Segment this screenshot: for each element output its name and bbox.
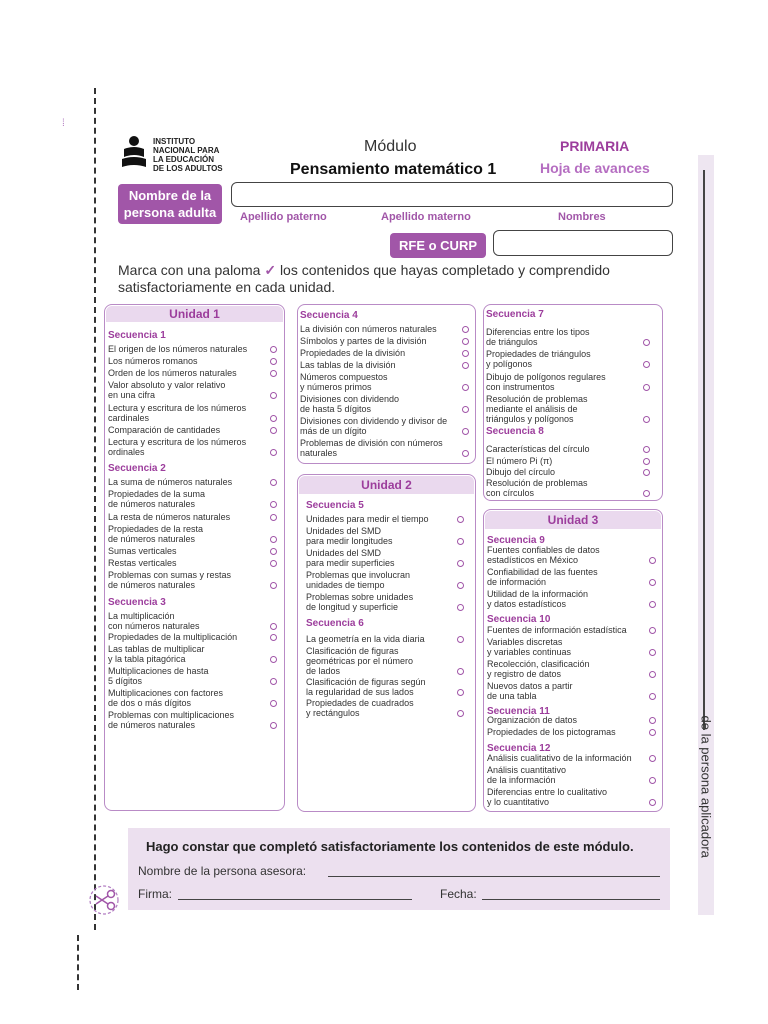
completion-checkbox[interactable] [643, 469, 650, 476]
completion-checkbox[interactable] [270, 582, 277, 589]
completion-checkbox[interactable] [270, 656, 277, 663]
checklist-item: Propiedades de la resta de números naturales [108, 524, 204, 544]
completion-checkbox[interactable] [270, 634, 277, 641]
checklist-item: La división con números naturales [300, 324, 437, 334]
completion-checkbox[interactable] [457, 604, 464, 611]
checklist-item: Organización de datos [487, 715, 578, 725]
signature-label: Firma: [138, 887, 172, 901]
adult-name-field[interactable] [231, 182, 673, 207]
paternal-surname-label: Apellido paterno [240, 211, 327, 223]
completion-checkbox[interactable] [457, 710, 464, 717]
completion-checkbox[interactable] [462, 406, 469, 413]
completion-checkbox[interactable] [643, 490, 650, 497]
checklist-item: Problemas sobre unidades de longitud y superficie [306, 592, 414, 612]
completion-checkbox[interactable] [462, 450, 469, 457]
completion-checkbox[interactable] [643, 446, 650, 453]
checklist-item: Clasificación de figuras geométricas por el número de lados [306, 646, 414, 676]
completion-checkbox[interactable] [270, 560, 277, 567]
secuencia4-title: Secuencia 4 [300, 310, 358, 321]
checklist-item: Propiedades de la suma de números naturales [108, 489, 206, 509]
completion-checkbox[interactable] [643, 458, 650, 465]
checklist-item: Unidades para medir el tiempo [306, 514, 429, 524]
level-label: PRIMARIA [560, 138, 630, 154]
completion-checkbox[interactable] [649, 579, 656, 586]
rfe-curp-tag: RFE o CURP [390, 233, 486, 258]
completion-checkbox[interactable] [270, 415, 277, 422]
completion-checkbox[interactable] [270, 536, 277, 543]
unidad1-title: Unidad 1 [106, 306, 283, 322]
completion-checkbox[interactable] [462, 362, 469, 369]
checklist-item: Sumas verticales [108, 546, 177, 556]
advisor-name-line[interactable] [328, 876, 660, 877]
completion-checkbox[interactable] [649, 601, 656, 608]
completion-checkbox[interactable] [270, 479, 277, 486]
completion-checkbox[interactable] [649, 671, 656, 678]
completion-checkbox[interactable] [270, 623, 277, 630]
completion-checkbox[interactable] [457, 538, 464, 545]
checklist-item: La resta de números naturales [108, 512, 231, 522]
completion-checkbox[interactable] [270, 700, 277, 707]
checkmark-icon: ✓ [264, 262, 277, 278]
completion-checkbox[interactable] [649, 717, 656, 724]
checklist-item: Propiedades de cuadrados y rectángulos [306, 698, 414, 718]
unidad3-secuencia9-title: Secuencia 9 [487, 535, 545, 546]
checklist-item: Números compuestos y números primos [300, 372, 388, 392]
checklist-item: Propiedades de triángulos y polígonos [486, 349, 591, 369]
completion-checkbox[interactable] [643, 416, 650, 423]
institute-name: INSTITUTO NACIONAL PARA LA EDUCACIÓN DE LOS ADULTOS [153, 137, 223, 173]
checklist-item: La multiplicación con números naturales [108, 611, 200, 631]
completion-checkbox[interactable] [462, 338, 469, 345]
checklist-item: Resolución de problemas con círculos [486, 478, 588, 498]
checklist-item: Problemas de división con números naturales [300, 438, 443, 458]
unidad3-secuencia10-title: Secuencia 10 [487, 614, 551, 625]
instructions: Marca con una paloma ✓ los contenidos que hayas completado y comprendido satisfactoriamente en cada unidad. [118, 262, 610, 295]
completion-checkbox[interactable] [270, 501, 277, 508]
checklist-item: Recolección, clasificación y registro de datos [487, 659, 590, 679]
checklist-item: Diferencias entre los tipos de triángulos [486, 327, 590, 347]
date-line[interactable] [482, 899, 660, 900]
checklist-item: Propiedades de los pictogramas [487, 727, 616, 737]
checklist-item: Problemas que involucran unidades de tiempo [306, 570, 411, 590]
checklist-item: Divisiones con dividendo de hasta 5 dígitos [300, 394, 400, 414]
signature-line[interactable] [178, 899, 412, 900]
unidad2-title: Unidad 2 [299, 476, 474, 494]
completion-checkbox[interactable] [643, 384, 650, 391]
checklist-item: Unidades del SMD para medir longitudes [306, 526, 393, 546]
completion-checkbox[interactable] [649, 755, 656, 762]
checklist-item: Comparación de cantidades [108, 425, 221, 435]
completion-checkbox[interactable] [649, 777, 656, 784]
completion-checkbox[interactable] [457, 689, 464, 696]
given-names-label: Nombres [558, 211, 606, 223]
unidad3-secuencia12-title: Secuencia 12 [487, 743, 551, 754]
inea-logo-icon [118, 135, 154, 171]
completion-checkbox[interactable] [457, 636, 464, 643]
advisor-name-label: Nombre de la persona asesora: [138, 864, 307, 878]
completion-checkbox[interactable] [649, 729, 656, 736]
fold-mark: ⁞ [62, 118, 65, 129]
checklist-item: Valor absoluto y valor relativo en una cifra [108, 380, 226, 400]
completion-checkbox[interactable] [270, 346, 277, 353]
completion-statement: Hago constar que completó satisfactoriamente los contenidos de este módulo. [146, 839, 634, 854]
completion-checkbox[interactable] [462, 326, 469, 333]
completion-checkbox[interactable] [457, 560, 464, 567]
completion-checkbox[interactable] [270, 370, 277, 377]
checklist-item: Problemas con sumas y restas de números naturales [108, 570, 232, 590]
completion-checkbox[interactable] [649, 649, 656, 656]
secuencia8-title: Secuencia 8 [486, 426, 544, 437]
checklist-item: Fuentes de información estadística [487, 625, 627, 635]
checklist-item: Fuentes confiables de datos estadísticos en México [487, 545, 600, 565]
module-title: Pensamiento matemático 1 [290, 161, 497, 178]
checklist-item: Propiedades de la división [300, 348, 406, 358]
checklist-item: Variables discretas y variables continuas [487, 637, 572, 657]
unidad3-title: Unidad 3 [485, 511, 661, 529]
completion-checkbox[interactable] [643, 339, 650, 346]
checklist-item: Símbolos y partes de la división [300, 336, 427, 346]
checklist-item: Lectura y escritura de los números cardinales [108, 403, 247, 423]
scissors-icon [84, 880, 124, 920]
checklist-item: Utilidad de la información y datos estadísticos [487, 589, 589, 609]
checklist-item: Las tablas de multiplicar y la tabla pitagórica [108, 644, 205, 664]
completion-checkbox[interactable] [457, 668, 464, 675]
checklist-item: Problemas con multiplicaciones de números naturales [108, 710, 235, 730]
checklist-item: Análisis cualitativo de la información [487, 753, 632, 763]
completion-checkbox[interactable] [462, 350, 469, 357]
completion-checkbox[interactable] [270, 449, 277, 456]
unidad3-secuencia11-title: Secuencia 11 [487, 706, 550, 717]
maternal-surname-label: Apellido materno [381, 211, 471, 223]
checklist-item: Las tablas de la división [300, 360, 396, 370]
completion-checkbox[interactable] [270, 514, 277, 521]
secuencia7-title: Secuencia 7 [486, 309, 544, 320]
completion-checkbox[interactable] [457, 516, 464, 523]
unidad1-secuencia3-title: Secuencia 3 [108, 597, 166, 608]
right-side-text: de la persona aplicadora [698, 715, 714, 858]
checklist-item: El número Pi (π) [486, 456, 553, 466]
completion-checkbox[interactable] [462, 428, 469, 435]
adult-name-tag: Nombre de la persona adulta [118, 184, 222, 224]
completion-checkbox[interactable] [649, 627, 656, 634]
checklist-item: Orden de los números naturales [108, 368, 237, 378]
unidad2-secuencia6-title: Secuencia 6 [306, 618, 364, 629]
checklist-item: Restas verticales [108, 558, 177, 568]
completion-checkbox[interactable] [270, 427, 277, 434]
checklist-item: Resolución de problemas mediante el análisis de triángulos y polígonos [486, 394, 588, 424]
modulo-label: Módulo [364, 138, 417, 155]
rfe-curp-field[interactable] [493, 230, 673, 256]
checklist-item: Clasificación de figuras según la regularidad de sus lados [306, 677, 426, 697]
completion-checkbox[interactable] [649, 799, 656, 806]
checklist-item: Nuevos datos a partir de una tabla [487, 681, 573, 701]
completion-checkbox[interactable] [649, 557, 656, 564]
checklist-item: Análisis cuantitativo de la información [487, 765, 567, 785]
sheet-title: Hoja de avances [540, 160, 650, 176]
checklist-item: Divisiones con dividendo y divisor de más de un dígito [300, 416, 448, 436]
cut-line [94, 88, 96, 930]
unidad1-secuencia2-title: Secuencia 2 [108, 463, 166, 474]
date-label: Fecha: [440, 887, 477, 901]
checklist-item: Lectura y escritura de los números ordinales [108, 437, 247, 457]
completion-checkbox[interactable] [643, 361, 650, 368]
completion-checkbox[interactable] [270, 678, 277, 685]
checklist-item: Características del círculo [486, 444, 590, 454]
checklist-item: Diferencias entre lo cualitativo y lo cuantitativo [487, 787, 608, 807]
checklist-item: Unidades del SMD para medir superficies [306, 548, 395, 568]
checklist-item: La geometría en la vida diaria [306, 634, 425, 644]
checklist-item: Multiplicaciones de hasta 5 dígitos [108, 666, 209, 686]
cut-line-lower [77, 935, 79, 990]
completion-checkbox[interactable] [270, 358, 277, 365]
checklist-item: Multiplicaciones con factores de dos o más dígitos [108, 688, 224, 708]
completion-checkbox[interactable] [457, 582, 464, 589]
completion-checkbox[interactable] [462, 384, 469, 391]
right-signature-line [703, 170, 705, 730]
unidad2-secuencia5-title: Secuencia 5 [306, 500, 364, 511]
completion-checkbox[interactable] [270, 548, 277, 555]
completion-checkbox[interactable] [649, 693, 656, 700]
completion-checkbox[interactable] [270, 392, 277, 399]
checklist-item: Los números romanos [108, 356, 198, 366]
checklist-item: Dibujo de polígonos regulares con instrumentos [486, 372, 606, 392]
checklist-item: Propiedades de la multiplicación [108, 632, 238, 642]
checklist-item: Confiabilidad de las fuentes de información [487, 567, 598, 587]
completion-checkbox[interactable] [270, 722, 277, 729]
unidad1-secuencia1-title: Secuencia 1 [108, 330, 166, 341]
checklist-item: La suma de números naturales [108, 477, 233, 487]
checklist-item: El origen de los números naturales [108, 344, 248, 354]
checklist-item: Dibujo del círculo [486, 467, 556, 477]
